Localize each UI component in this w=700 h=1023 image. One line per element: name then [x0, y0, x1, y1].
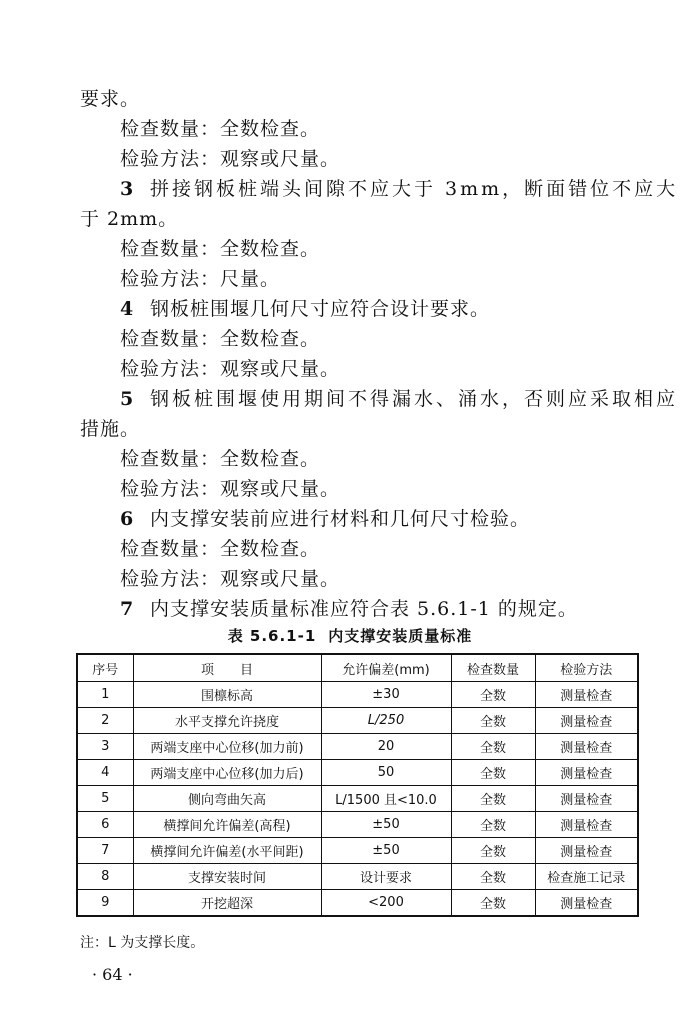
cell-item: 横撑间允许偏差(水平间距): [133, 838, 321, 864]
table-row: [77, 786, 638, 812]
cell-item: 侧向弯曲矢高: [133, 786, 321, 812]
clause-text: 钢板桩围堰使用期间不得漏水、涌水，否则应采取相应: [150, 388, 679, 410]
cell-quantity: 全数: [451, 708, 535, 734]
table-row: [77, 890, 638, 917]
cell-tolerance: L/250: [321, 708, 451, 734]
cell-method: 测量检查: [535, 734, 638, 760]
cell-quantity: 全数: [451, 812, 535, 838]
inspection-quantity: 检查数量：全数检查。: [120, 328, 321, 350]
cell-quantity: 全数: [451, 838, 535, 864]
table-title: 内支撑安装质量标准: [328, 627, 473, 645]
cell-quantity: 全数: [451, 760, 535, 786]
cell-item: 两端支座中心位移(加力后): [133, 760, 321, 786]
inspection-quantity: 检查数量：全数检查。: [120, 448, 321, 470]
cell-item: 水平支撑允许挠度: [133, 708, 321, 734]
cell-quantity: 全数: [451, 734, 535, 760]
cell-item: 支撑安装时间: [133, 864, 321, 890]
cell-tolerance: L/1500 且<10.0: [321, 786, 451, 812]
header-quantity: 检查数量: [451, 654, 535, 682]
page-number: · 64 ·: [92, 965, 133, 984]
cell-serial: 1: [77, 682, 133, 708]
table-row: [77, 708, 638, 734]
inspection-quantity: 检查数量：全数检查。: [120, 238, 321, 260]
cell-serial: 5: [77, 786, 133, 812]
cell-method: 测量检查: [535, 708, 638, 734]
cell-method: 测量检查: [535, 890, 638, 917]
cell-tolerance: 20: [321, 734, 451, 760]
cell-serial: 2: [77, 708, 133, 734]
clause-number: 3: [120, 178, 137, 200]
clause-number: 7: [120, 598, 135, 620]
clause-3-continued: 于 2mm。: [80, 208, 179, 230]
cell-tolerance: ±50: [321, 838, 451, 864]
cell-item: 两端支座中心位移(加力前): [133, 734, 321, 760]
cell-serial: 6: [77, 812, 133, 838]
cell-item: 围檩标高: [133, 682, 321, 708]
clause-5: [120, 386, 678, 412]
clause-text: 内支撑安装前应进行材料和几何尺寸检验。: [150, 508, 531, 530]
table-row: [77, 682, 638, 708]
cell-method: 测量检查: [535, 760, 638, 786]
clause-text: 拼接钢板桩端头间隙不应大于 3mm，断面错位不应大: [150, 178, 679, 200]
cell-quantity: 全数: [451, 864, 535, 890]
cell-serial: 7: [77, 838, 133, 864]
table-note: 注：L 为支撑长度。: [80, 935, 205, 951]
cell-method: 检查施工记录: [535, 864, 638, 890]
table-row: [77, 812, 638, 838]
header-method: 检验方法: [535, 654, 638, 682]
inspection-method: 检验方法：观察或尺量。: [120, 358, 341, 380]
cell-tolerance: ±30: [321, 682, 451, 708]
clause-7: [120, 596, 578, 622]
clause-3: [120, 176, 678, 202]
inspection-method: 检验方法：观察或尺量。: [120, 148, 341, 170]
cell-quantity: 全数: [451, 786, 535, 812]
clause-4: [120, 296, 490, 322]
cell-quantity: 全数: [451, 890, 535, 917]
header-tolerance: 允许偏差(mm): [321, 654, 451, 682]
clause-5-continued: 措施。: [80, 418, 141, 440]
cell-tolerance: ±50: [321, 812, 451, 838]
inspection-quantity: 检查数量：全数检查。: [120, 118, 321, 140]
cell-item: 横撑间允许偏差(高程): [133, 812, 321, 838]
inspection-method: 检验方法：观察或尺量。: [120, 478, 341, 500]
cell-serial: 4: [77, 760, 133, 786]
cell-tolerance: 设计要求: [321, 864, 451, 890]
table-caption: [0, 626, 700, 646]
cell-serial: 9: [77, 890, 133, 917]
cell-tolerance: 50: [321, 760, 451, 786]
inspection-method: 检验方法：观察或尺量。: [120, 568, 341, 590]
inspection-quantity: 检查数量：全数检查。: [120, 538, 321, 560]
header-item: 项 目: [133, 654, 321, 682]
table-header-row: [77, 654, 638, 682]
clause-text: 内支撑安装质量标准应符合表 5.6.1-1 的规定。: [150, 598, 578, 620]
cell-method: 测量检查: [535, 786, 638, 812]
clause-6: [120, 506, 530, 532]
table-number: 表 5.6.1-1: [227, 627, 317, 645]
table-row: [77, 838, 638, 864]
table-row: [77, 760, 638, 786]
table-row: [77, 734, 638, 760]
clause-number: 4: [120, 298, 135, 320]
table-row: [77, 864, 638, 890]
quality-standard-table: [76, 653, 639, 917]
header-serial: 序号: [77, 654, 133, 682]
cell-method: 测量检查: [535, 682, 638, 708]
clause-text: 钢板桩围堰几何尺寸应符合设计要求。: [150, 298, 491, 320]
cell-method: 测量检查: [535, 838, 638, 864]
clause-number: 6: [120, 508, 135, 530]
clause-number: 5: [120, 388, 137, 410]
cell-tolerance: <200: [321, 890, 451, 917]
cell-quantity: 全数: [451, 682, 535, 708]
cell-serial: 3: [77, 734, 133, 760]
inspection-method: 检验方法：尺量。: [120, 268, 281, 290]
text-line: 要求。: [80, 88, 141, 110]
cell-serial: 8: [77, 864, 133, 890]
cell-method: 测量检查: [535, 812, 638, 838]
cell-item: 开挖超深: [133, 890, 321, 917]
